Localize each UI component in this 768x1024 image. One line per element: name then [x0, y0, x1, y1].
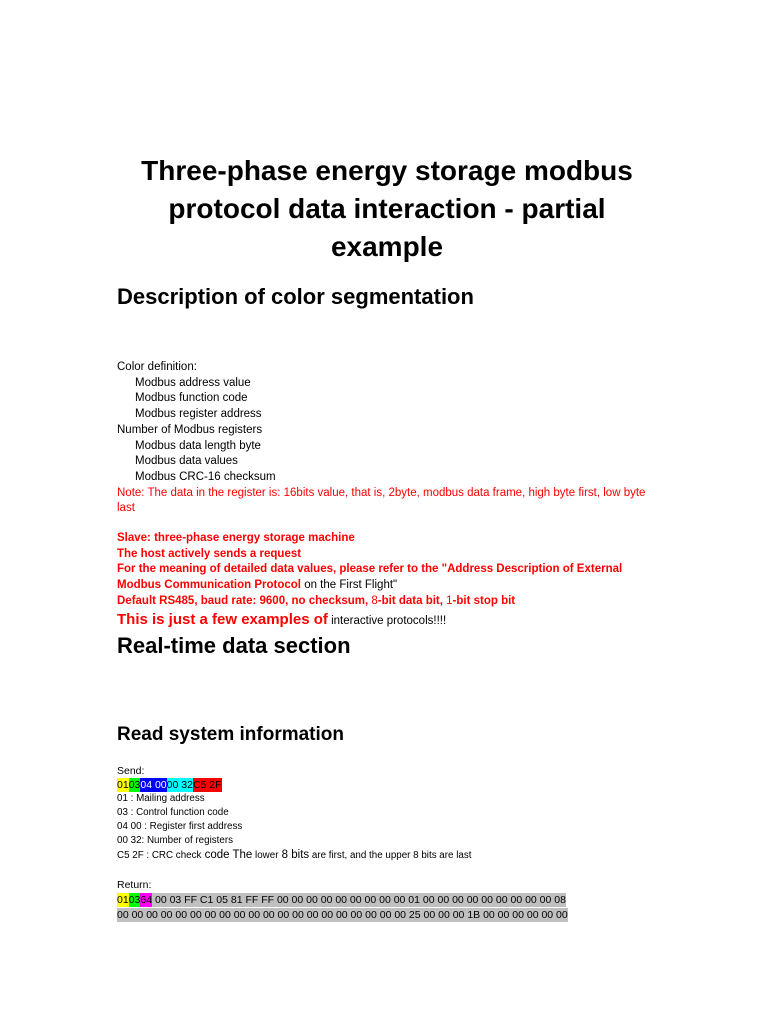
- examples-note-small: interactive protocols!!!!: [327, 615, 447, 627]
- def-register-address: Modbus register address: [135, 408, 262, 421]
- examples-note-big: This is just a few examples of: [117, 611, 328, 628]
- return-data-1: 00 03 FF C1 05 81 FF FF 00 00 00 00 00 00 00 00 00 01 00 00 00 00 00 00 00 00 00 08: [152, 894, 566, 906]
- return-label: Return:: [117, 879, 152, 891]
- read-system-info-heading: Read system information: [117, 724, 344, 745]
- send-frame: [117, 778, 677, 792]
- return-frame-line-1: [117, 893, 657, 908]
- reference-text-end: on the First Flight": [301, 579, 398, 592]
- rs485-line: [117, 594, 657, 610]
- def-address: Modbus address value: [135, 376, 251, 389]
- return-length: 64: [140, 894, 153, 906]
- send-crc: C5 2F: [192, 779, 222, 791]
- send-note: 00 32: Number of registers: [117, 835, 233, 846]
- examples-note: [117, 611, 446, 629]
- rs485-a: Default RS485, baud rate: 9600, no checksum,: [117, 594, 369, 607]
- return-address: 01: [117, 894, 129, 906]
- color-definition-label: Color definition:: [117, 361, 197, 373]
- slave-line: Slave: three-phase energy storage machine: [117, 532, 355, 544]
- send-block: [117, 764, 677, 863]
- color-definition-block: [117, 360, 657, 517]
- return-data-2: 00 00 00 00 00 00 00 00 00 00 00 00 00 00 00 00 00 00 00 00 25 00 00 00 1B 00 00 00 00 00 00: [117, 909, 568, 921]
- slave-info-block: [117, 531, 657, 610]
- crc-note-b: code The: [201, 849, 253, 861]
- def-register-count: Number of Modbus registers: [117, 423, 263, 436]
- send-crc-note: [117, 848, 677, 863]
- document-title: Three-phase energy storage modbus protocol data interaction - partial example: [141, 155, 633, 262]
- send-note: 01 : Mailing address: [117, 793, 205, 804]
- send-address: 01: [117, 779, 129, 791]
- color-segmentation-heading: Description of color segmentation: [117, 284, 474, 309]
- def-length-byte: Modbus data length byte: [135, 439, 261, 452]
- crc-note-c: lower: [252, 850, 279, 861]
- send-register: 04 00: [140, 779, 167, 791]
- send-note: 03 : Control function code: [117, 807, 229, 818]
- crc-note-d: 8 bits: [278, 849, 310, 861]
- crc-note-a: C5 2F : CRC check: [117, 850, 202, 861]
- def-crc: Modbus CRC-16 checksum: [135, 470, 276, 483]
- rs485-e: -bit stop bit: [452, 594, 516, 607]
- return-frame-line-2: [117, 908, 657, 923]
- rs485-d: 1: [442, 594, 453, 607]
- def-data-values: Modbus data values: [135, 455, 238, 468]
- return-block: [117, 878, 657, 923]
- reference-text: For the meaning of detailed data values, please refer to the "Address Description of External Modbus Communication Protocol: [117, 563, 623, 592]
- realtime-heading: Real-time data section: [117, 633, 351, 658]
- register-note: Note: The data in the register is: 16bits value, that is, 2byte, modbus data frame, high byte first, low byte last: [117, 486, 646, 515]
- send-note: 04 00 : Register first address: [117, 821, 243, 832]
- def-function: Modbus function code: [135, 392, 248, 405]
- host-line: The host actively sends a request: [117, 547, 302, 560]
- reference-line: [117, 562, 657, 593]
- rs485-c: -bit data bit,: [377, 594, 443, 607]
- rs485-b: 8: [368, 594, 378, 607]
- send-count: 00 32: [166, 779, 193, 791]
- crc-note-e: are first, and the upper 8 bits are last: [309, 850, 472, 861]
- send-function: 03: [128, 779, 141, 791]
- return-function: 03: [128, 894, 141, 906]
- send-label: Send:: [117, 765, 145, 777]
